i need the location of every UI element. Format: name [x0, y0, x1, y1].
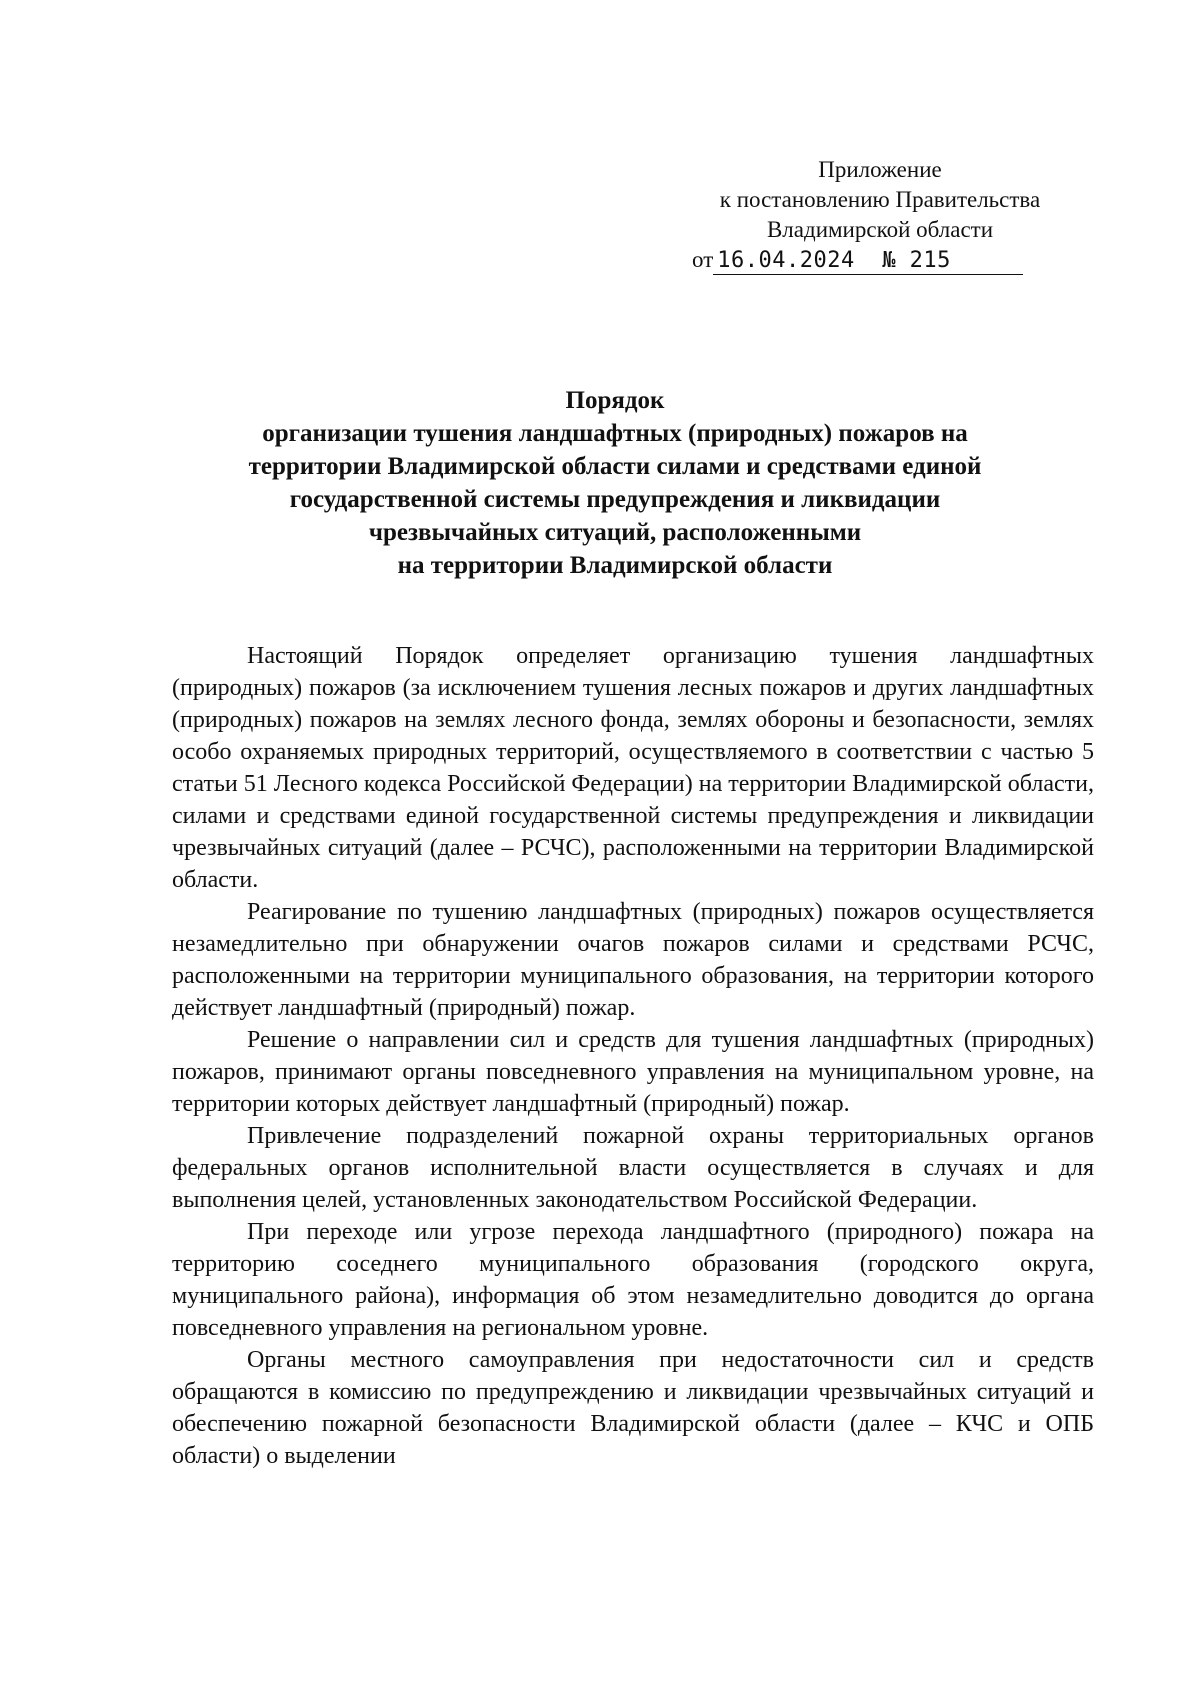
attachment-label: Приложение	[818, 157, 942, 182]
title-line: организации тушения ландшафтных (природных) пожаров на	[262, 420, 968, 447]
attachment-header	[692, 155, 1060, 275]
paragraph: Настоящий Порядок определяет организацию тушения ландшафтных (природных) пожаров (за исключением тушения лесных пожаров и других ландшафтных (природных) пожаров на землях лесного фонда, землях обороны и безопасности, землях особо охраняемых природных территорий, осуществляемого в соответствии с частью 5 статьи 51 Лесного кодекса Российской Федерации) на территории Владимирской области, силами и средствами единой государственной системы предупреждения и ликвидации чрезвычайных ситуаций (далее – РСЧС), расположенными на территории Владимирской области.	[172, 643, 1094, 893]
paragraph: Реагирование по тушению ландшафтных (природных) пожаров осуществляется незамедлительно при обнаружении очагов пожаров силами и средствами РСЧС, расположенными на территории муниципального образования, на территории которого действует ландшафтный (природный) пожар.	[172, 899, 1094, 1021]
document-title	[150, 384, 1080, 582]
attachment-region: Владимирской области	[766, 217, 994, 242]
date-prefix: от	[692, 247, 714, 272]
paragraph: При переходе или угрозе перехода ландшафтного (природного) пожара на территорию соседнего муниципального образования (городского округа, муниципального района), информация об этом незамедлительно доводится до органа повседневного управления на региональном уровне.	[172, 1219, 1094, 1341]
attachment-date-line	[692, 245, 1060, 275]
paragraph: Органы местного самоуправления при недостаточности сил и средств обращаются в комиссию по предупреждению и ликвидации чрезвычайных ситуаций и обеспечению пожарной безопасности Владимирской области (далее – КЧС и ОПБ области) о выделении	[172, 1347, 1094, 1469]
attachment-resolution-ref: к постановлению Правительства	[719, 187, 1041, 212]
title-line: государственной системы предупреждения и ликвидации	[289, 486, 941, 513]
paragraph: Решение о направлении сил и средств для тушения ландшафтных (природных) пожаров, принимают органы повседневного управления на муниципальном уровне, на территории которых действует ландшафтный (природный) пожар.	[172, 1027, 1094, 1117]
paragraph: Привлечение подразделений пожарной охраны территориальных органов федеральных органов исполнительной власти осуществляется в случаях и для выполнения целей, установленных законодательством Российской Федерации.	[172, 1123, 1094, 1213]
title-line: территории Владимирской области силами и средствами единой	[248, 453, 982, 480]
title-line: на территории Владимирской области	[397, 552, 833, 579]
title-line: чрезвычайных ситуаций, расположенными	[368, 519, 862, 546]
document-body	[172, 640, 1094, 1472]
date-number-field: 16.04.2024 № 215	[713, 248, 1023, 275]
title-line: Порядок	[565, 387, 665, 414]
